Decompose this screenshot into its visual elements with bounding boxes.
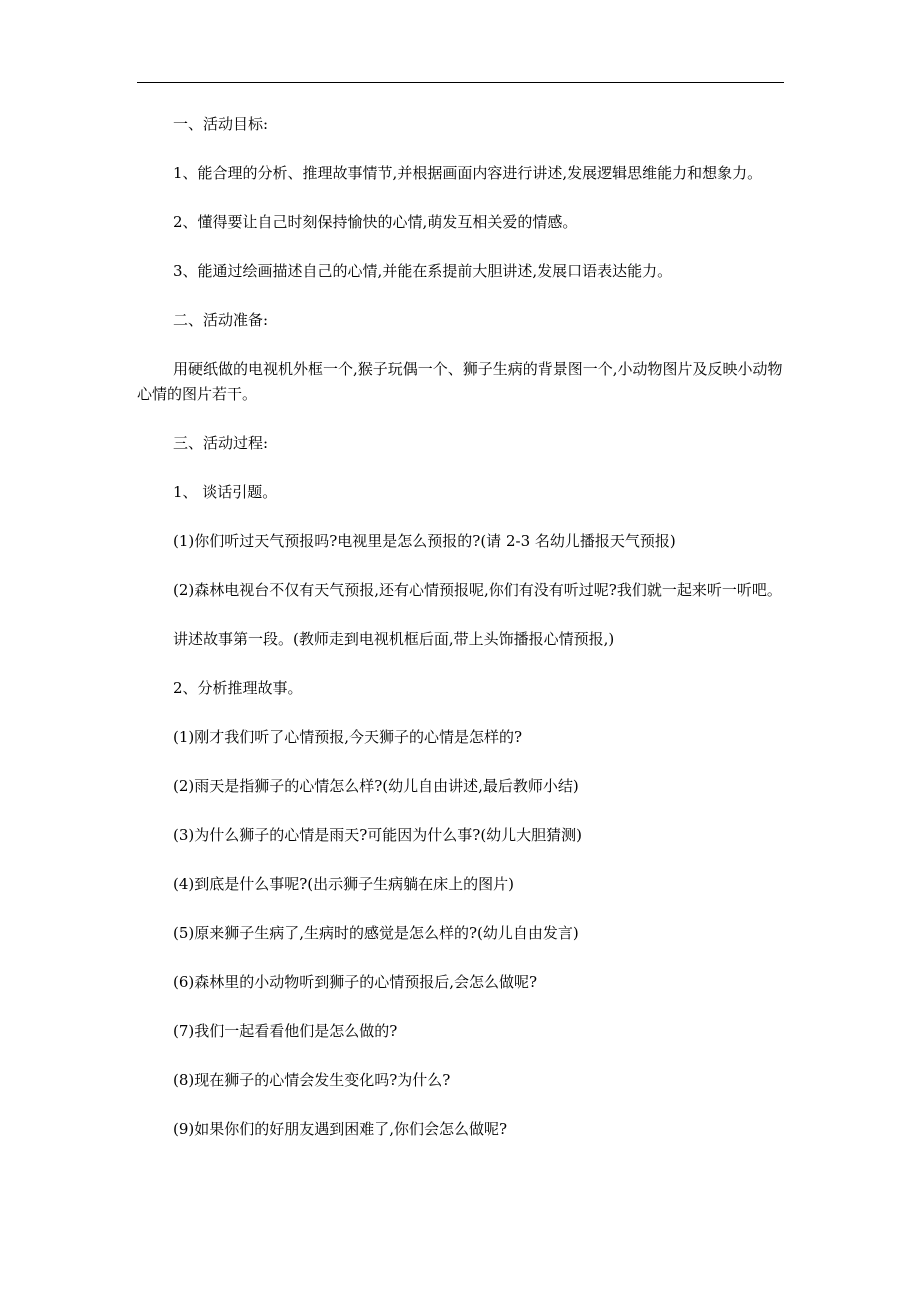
story-instruction: 讲述故事第一段。(教师走到电视机框后面,带上头饰播报心情预报,)	[173, 630, 615, 648]
question-item: (3)为什么狮子的心情是雨天?可能因为什么事?(幼儿大胆猜测)	[173, 826, 583, 844]
question-item: (2)雨天是指狮子的心情怎么样?(幼儿自由讲述,最后教师小结)	[173, 777, 579, 795]
section-heading-process: 三、活动过程:	[173, 434, 269, 452]
process-step-1: 1、 谈话引题。	[173, 483, 278, 501]
goal-item-1: 1、能合理的分析、推理故事情节,并根据画面内容进行讲述,发展逻辑思维能力和想象力。	[173, 164, 763, 182]
question-item: (8)现在狮子的心情会发生变化吗?为什么?	[173, 1071, 451, 1089]
goal-item-2: 2、懂得要让自己时刻保持愉快的心情,萌发互相关爱的情感。	[173, 213, 578, 231]
question-item: (4)到底是什么事呢?(出示狮子生病躺在床上的图片)	[173, 875, 514, 893]
question-item: (1)刚才我们听了心情预报,今天狮子的心情是怎样的?	[173, 728, 523, 746]
section-heading-goals: 一、活动目标:	[173, 115, 269, 133]
question-item: (6)森林里的小动物听到狮子的心情预报后,会怎么做呢?	[173, 973, 538, 991]
question-item: (2)森林电视台不仅有天气预报,还有心情预报呢,你们有没有听过呢?我们就一起来听一听吧。	[173, 581, 782, 599]
process-step-2: 2、分析推理故事。	[173, 679, 303, 697]
question-item: (7)我们一起看看他们是怎么做的?	[173, 1022, 398, 1040]
header-rule	[137, 82, 784, 83]
question-item: (1)你们听过天气预报吗?电视里是怎么预报的?(请 2-3 名幼儿播报天气预报)	[173, 532, 676, 550]
question-item: (5)原来狮子生病了,生病时的感觉是怎么样的?(幼儿自由发言)	[173, 924, 579, 942]
preparation-text: 用硬纸做的电视机外框一个,猴子玩偶一个、狮子生病的背景图一个,小动物图片及反映小动物心情的图片若干。	[137, 360, 783, 403]
document-body	[137, 112, 784, 1142]
question-item: (9)如果你们的好朋友遇到困难了,你们会怎么做呢?	[173, 1120, 508, 1138]
section-heading-preparation: 二、活动准备:	[173, 311, 269, 329]
goal-item-3: 3、能通过绘画描述自己的心情,并能在系提前大胆讲述,发展口语表达能力。	[173, 262, 673, 280]
